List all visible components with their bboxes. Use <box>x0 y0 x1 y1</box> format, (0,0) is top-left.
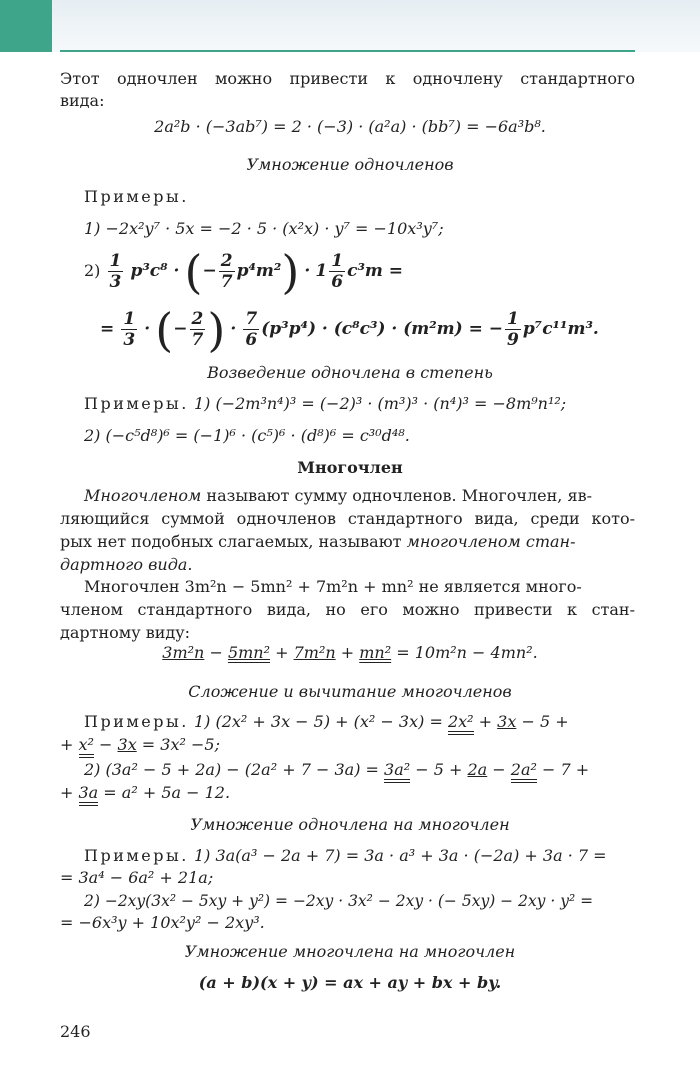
right-paren: ) <box>207 302 226 357</box>
fraction: $\frac{1}{3}$ <box>123 309 136 350</box>
mono-power-example-2: 2) (−c⁵d⁸)⁶ = (−1)⁶ · (c⁵)⁶ · (d⁸)⁶ = c³⁰d⁴⁸. <box>84 426 410 445</box>
mult-dot: · <box>304 261 311 281</box>
triple-underlined-term: 3a² <box>384 760 410 783</box>
underlined-term: 3x <box>497 712 517 731</box>
mono-mult-example-1: 1) −2x²y⁷ · 5x = −2 · 5 · (x²x) · y⁷ = −10x³y⁷; <box>84 219 444 238</box>
mono-poly-example-1-line-2: = 3a⁴ − 6a² + 21a; <box>60 868 214 887</box>
poly-example-line-1: Многочлен 3m²n − 5mn² + 7m²n + mn² не является много- <box>84 577 582 596</box>
underlined-term: 2a <box>467 760 488 779</box>
term-emphasis: дартного вида <box>60 555 188 574</box>
poly-poly-formula: (a + b)(x + y) = ax + ay + bx + by. <box>198 973 502 992</box>
section-title-poly-addsub: Сложение и вычитание многочленов <box>188 682 512 701</box>
triple-underlined-term: x² <box>79 735 94 758</box>
fraction: $\frac{2}{7}$ <box>220 251 233 292</box>
examples-label: Примеры. <box>84 187 189 206</box>
examples-label: Примеры. <box>84 394 189 413</box>
double-underlined-term: mn² <box>359 643 392 662</box>
double-underlined-term: 5mn² <box>227 643 271 662</box>
term-emphasis: многочленом стан- <box>406 532 576 551</box>
underlined-term: 3x <box>117 735 137 754</box>
mono-mult-example-2-line-1 <box>84 244 403 298</box>
right-paren: ) <box>281 244 300 299</box>
mono-mult-example-2-line-2 <box>100 302 599 356</box>
example-formula: 1) (−2m³n⁴)³ = (−2)³ · (m³)³ · (n⁴)³ = −8m⁹n¹²; <box>193 394 567 413</box>
def-text: . <box>187 555 193 574</box>
factor-term: p⁴m² <box>236 261 282 281</box>
result-term: p⁷c¹¹m³. <box>522 319 599 339</box>
poly-addsub-example-1-line-2: + x² − 3x = 3x² −5; <box>60 734 220 756</box>
term-emphasis: Многочленом <box>84 486 202 505</box>
examples-label: Примеры. <box>84 712 189 731</box>
fraction: $\frac{2}{7}$ <box>191 309 204 350</box>
mono-poly-example-1-line-1 <box>84 845 607 867</box>
triple-underlined-term: 3a <box>79 783 99 806</box>
poly-def-line-4 <box>60 554 192 576</box>
poly-standard-form: 3m²n − 5mn² + 7m²n + mn² = 10m²n − 4mn². <box>162 643 538 662</box>
minus-sign: − <box>202 261 217 281</box>
section-title-poly-poly: Умножение многочлена на многочлен <box>184 942 516 961</box>
fraction: $\frac{1}{6}$ <box>331 251 344 292</box>
underlined-term: 7m²n <box>293 643 336 662</box>
intro-line-1: Этот одночлен можно привести к одночлену стандартного <box>60 69 635 88</box>
example-formula: 1) 3a(a³ − 2a + 7) = 3a · a³ + 3a · (−2a) + 3a · 7 = <box>193 846 607 865</box>
factor-groups: (p³p⁴) · (c⁸c³) · (m²m) = − <box>261 319 504 339</box>
mono-poly-example-2-line-2: = −6x³y + 10x²y² − 2xy³. <box>60 913 265 932</box>
mono-poly-example-2-line-1: 2) −2xy(3x² − 5xy + y²) = −2xy · 3x² − 2xy · (− 5xy) − 2xy · y² = <box>84 892 594 910</box>
poly-def-line-2: ляющийся суммой одночленов стандартного вида, среди кото- <box>60 509 635 528</box>
poly-def-line-3 <box>60 531 576 553</box>
def-text: рых нет подобных слагаемых, называют <box>60 532 407 551</box>
header-band <box>0 0 700 52</box>
left-paren: ( <box>184 244 203 299</box>
mult-dot: · <box>144 319 151 339</box>
intro-line-2: вида: <box>60 91 105 110</box>
header-rule <box>60 50 635 52</box>
def-text: называют сумму одночленов. Многочлен, яв- <box>201 486 592 505</box>
mult-dot: · <box>230 319 237 339</box>
left-paren: ( <box>155 302 174 357</box>
corner-tab <box>0 0 52 52</box>
poly-addsub-example-2-line-2: + 3a = a² + 5a − 12. <box>60 782 230 804</box>
poly-example-line-2: членом стандартного вида, но его можно привести к стан- <box>60 600 635 619</box>
mixed-whole: 1 <box>315 261 328 281</box>
poly-example-line-3: дартному виду: <box>60 623 191 642</box>
poly-addsub-example-2-line-1: 2) (3a² − 5 + 2a) − (2a² + 7 − 3a) = 3a² − 5 + 2a − 2a² − 7 + <box>84 759 589 781</box>
section-title-mono-poly: Умножение одночлена на многочлен <box>190 815 510 834</box>
triple-underlined-term: 2x² <box>448 712 474 735</box>
minus-sign: − <box>173 319 188 339</box>
poly-addsub-example-1-line-1: Примеры. 1) (2x² + 3x − 5) + (x² − 3x) = 2x² + 3x − 5 + <box>84 711 569 733</box>
fraction: $\frac{1}{3}$ <box>109 251 122 292</box>
underlined-term: 3m²n <box>162 643 205 662</box>
poly-def-line-1 <box>84 485 635 507</box>
equals-sign: = <box>100 319 115 339</box>
fraction: $\frac{7}{6}$ <box>245 309 258 350</box>
factor-term: p³c⁸ · <box>130 261 180 281</box>
triple-underlined-term: 2a² <box>511 760 537 783</box>
intro-formula: 2a²b · (−3ab⁷) = 2 · (−3) · (a²a) · (bb⁷) = −6a³b⁸. <box>154 117 546 136</box>
example-number: 2) <box>84 261 101 280</box>
section-title-mono-mult: Умножение одночленов <box>246 155 454 174</box>
page-number: 246 <box>60 1022 91 1041</box>
examples-label: Примеры. <box>84 846 189 865</box>
section-title-polynomial: Многочлен <box>297 458 403 477</box>
section-title-mono-power: Возведение одночлена в степень <box>207 363 493 382</box>
fraction: $\frac{1}{9}$ <box>507 309 519 350</box>
factor-term: c³m = <box>347 261 404 281</box>
mono-power-example-1 <box>84 393 566 415</box>
